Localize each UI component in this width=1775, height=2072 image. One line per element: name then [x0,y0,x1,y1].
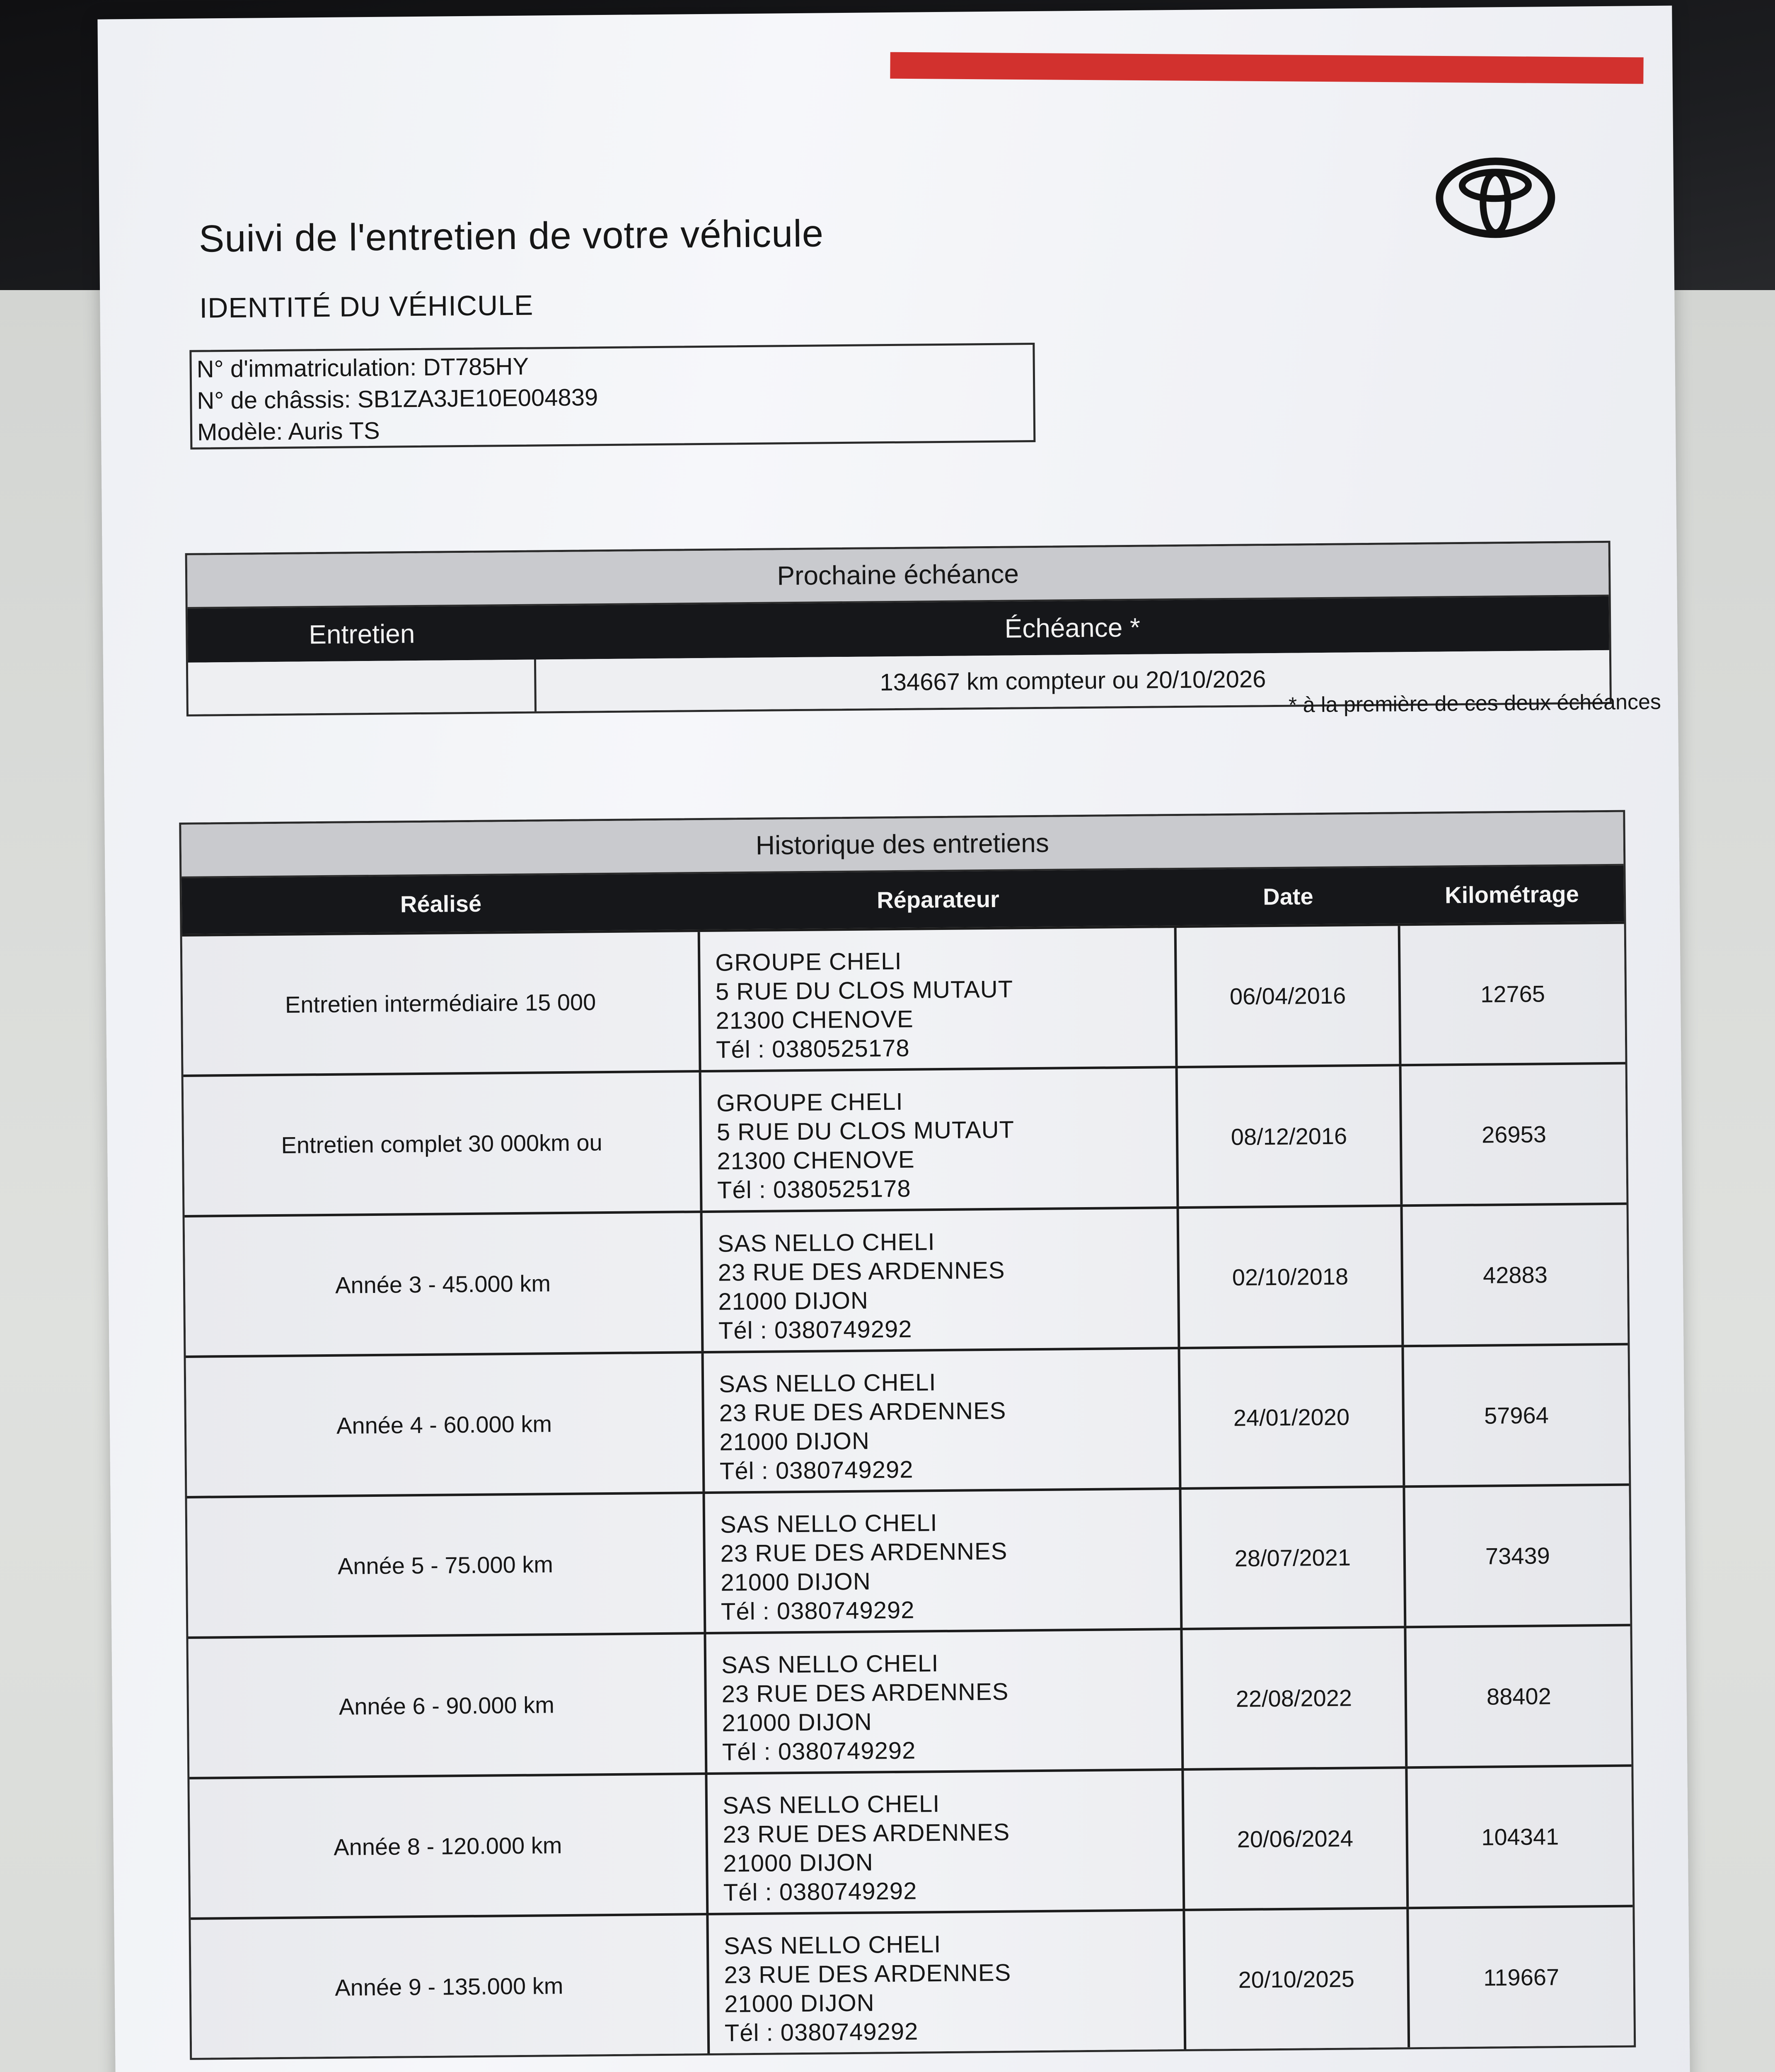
history-repairer-cell [706,1630,1184,1772]
repairer-line: 21300 CHENOVE [716,1005,914,1034]
history-repairer-cell [703,1209,1180,1351]
table-row [191,1905,1634,2058]
next-due-col-maintenance: Entretien [308,619,415,650]
repairer-line: Tél : 0380749292 [719,1456,914,1485]
brand-red-bar [890,52,1643,84]
history-repairer-cell [709,1911,1186,2053]
history-rows [182,922,1634,2058]
chassis-number: N° de châssis: SB1ZA3JE10E004839 [197,384,598,414]
vehicle-identity-box [189,343,1035,450]
repairer-line: 5 RUE DU CLOS MUTAUT [716,1116,1015,1146]
repairer-line: Tél : 0380749292 [722,1737,916,1766]
history-km-cell: 104341 [1481,1823,1559,1850]
repairer-line: 23 RUE DES ARDENNES [723,1818,1010,1848]
history-date-cell: 08/12/2016 [1178,1066,1403,1206]
history-repairer-cell [701,1068,1179,1210]
repairer-line: 21000 DIJON [722,1708,872,1737]
history-done-cell: Entretien intermédiaire 15 000 [182,932,701,1075]
history-km-cell: 73439 [1485,1542,1550,1569]
next-due-footnote: * à la première de ces deux échéances [1288,690,1661,717]
history-date-cell: 28/07/2021 [1181,1488,1406,1628]
repairer-line: Tél : 0380525178 [717,1175,911,1204]
repairer-line: SAS NELLO CHELI [722,1790,940,1819]
page-title: Suivi de l'entretien de votre véhicule [198,212,824,260]
history-km-cell: 88402 [1486,1683,1551,1710]
history-date-cell: 24/01/2020 [1180,1347,1405,1487]
repairer-line: GROUPE CHELI [715,947,902,976]
repairer-line: SAS NELLO CHELI [717,1228,935,1257]
repairer-line: SAS NELLO CHELI [721,1650,939,1679]
repairer-line: Tél : 0380749292 [721,1596,915,1625]
table-row [186,1343,1629,1496]
repairer-line: 23 RUE DES ARDENNES [724,1959,1011,1989]
history-done-cell: Année 4 - 60.000 km [186,1353,705,1496]
next-due-table [185,541,1612,716]
history-date-cell: 20/06/2024 [1184,1769,1409,1909]
repairer-line: SAS NELLO CHELI [718,1369,936,1398]
repairer-line: 21300 CHENOVE [717,1146,915,1175]
history-done-cell: Année 5 - 75.000 km [187,1494,706,1636]
table-row [184,1062,1627,1215]
table-row [189,1765,1632,1917]
repairer-line: Tél : 0380525178 [716,1034,910,1063]
history-repairer-cell [707,1771,1185,1913]
next-due-title: Prochaine échéance [187,543,1609,609]
repairer-line: 21000 DIJON [718,1287,869,1315]
history-col-done: Réalisé [400,890,482,917]
repairer-line: 21000 DIJON [719,1427,870,1456]
history-col-repairer: Réparateur [876,886,1000,913]
repairer-line: SAS NELLO CHELI [723,1931,941,1960]
vehicle-model: Modèle: Auris TS [197,417,380,446]
repairer-line: 21000 DIJON [721,1568,871,1596]
history-repairer-cell [700,928,1178,1070]
history-date-cell: 06/04/2016 [1177,926,1402,1066]
repairer-line: 23 RUE DES ARDENNES [721,1678,1009,1708]
repairer-line: Tél : 0380749292 [724,2018,919,2047]
next-due-value: 134667 km compteur ou 20/10/2026 [880,666,1266,696]
vehicle-identity-heading: IDENTITÉ DU VÉHICULE [199,289,534,324]
history-repairer-cell [705,1490,1183,1632]
history-done-cell: Année 3 - 45.000 km [185,1213,704,1356]
repairer-line: Tél : 0380749292 [723,1877,917,1906]
history-table [179,810,1636,2060]
history-date-cell: 02/10/2018 [1179,1207,1404,1347]
table-row [187,1484,1630,1636]
maintenance-sheet [97,6,1692,2072]
registration-number: N° d'immatriculation: DT785HY [196,353,529,383]
history-km-cell: 12765 [1480,980,1545,1007]
table-row [188,1624,1631,1777]
table-row [185,1203,1628,1356]
history-done-cell: Année 6 - 90.000 km [188,1634,707,1777]
history-date-cell: 20/10/2025 [1185,1909,1410,2049]
history-date-cell: 22/08/2022 [1183,1628,1407,1768]
repairer-line: 21000 DIJON [723,1849,873,1877]
repairer-line: Tél : 0380749292 [718,1315,912,1344]
toyota-logo-icon [1433,156,1558,240]
history-done-cell: Année 8 - 120.000 km [189,1775,709,1917]
history-repairer-cell [704,1349,1182,1491]
next-due-col-due: Échéance * [1004,612,1141,644]
history-km-cell: 57964 [1484,1402,1549,1429]
repairer-line: 21000 DIJON [724,1989,875,2018]
repairer-line: 23 RUE DES ARDENNES [720,1537,1008,1567]
history-km-cell: 26953 [1481,1121,1547,1148]
history-done-cell: Année 9 - 135.000 km [191,1915,710,2058]
next-due-maintenance-cell [188,660,537,714]
table-row [182,922,1625,1075]
repairer-line: 5 RUE DU CLOS MUTAUT [715,975,1013,1005]
history-title: Historique des entretiens [181,812,1623,878]
history-km-cell: 119667 [1483,1964,1560,1991]
history-col-date: Date [1262,883,1313,910]
history-col-km: Kilométrage [1444,881,1579,908]
history-km-cell: 42883 [1482,1261,1548,1288]
history-done-cell: Entretien complet 30 000km ou [184,1072,703,1215]
repairer-line: 23 RUE DES ARDENNES [718,1256,1005,1286]
repairer-line: GROUPE CHELI [716,1088,903,1117]
repairer-line: 23 RUE DES ARDENNES [719,1397,1006,1427]
repairer-line: SAS NELLO CHELI [720,1509,938,1538]
